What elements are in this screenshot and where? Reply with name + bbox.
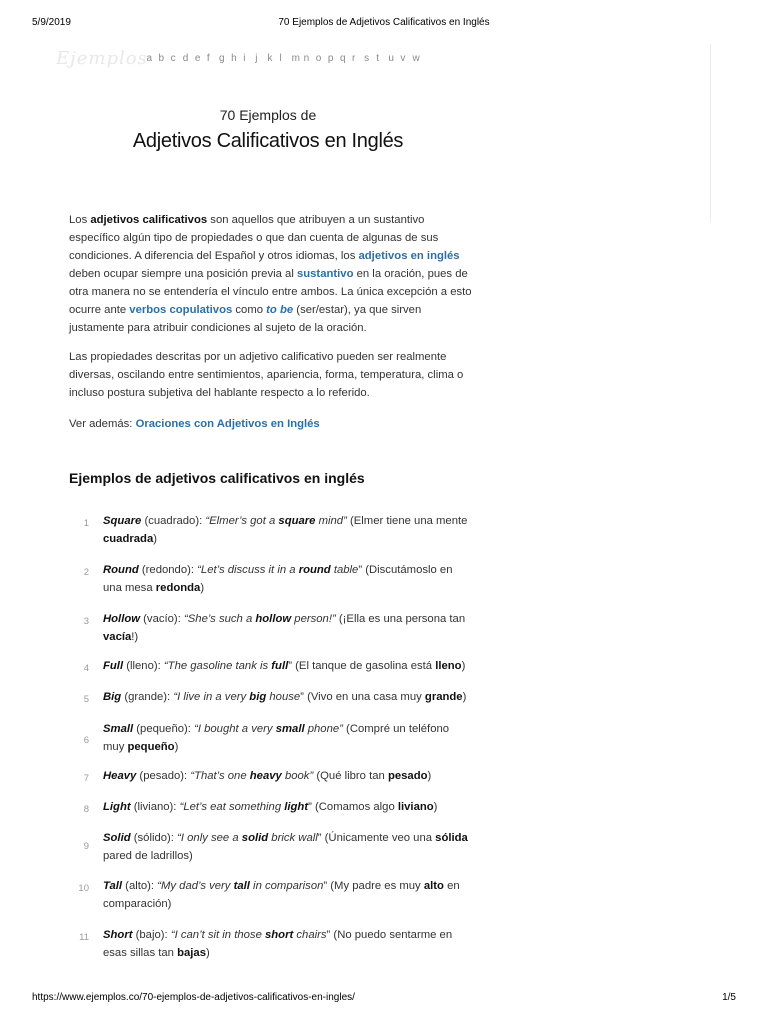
item-text: Short (bajo): “I can’t sit in those short chairs” (No puedo sentarme en esas sillas tan bajas): [103, 929, 453, 959]
adjective: Heavy: [103, 770, 137, 782]
item-text: Tall (alto): “My dad’s very tall in comparison” (My padre es muy alto en comparación): [103, 880, 460, 910]
letter-link[interactable]: h: [231, 53, 237, 64]
quote: “Elmer’s got a square mind”: [205, 515, 347, 527]
sidebar-divider: [710, 44, 711, 222]
item-text: Big (grande): “I live in a very big house” (Vivo en una casa muy grande): [103, 691, 467, 703]
translation: (pesado):: [136, 770, 191, 782]
translated-adjective: sólida: [435, 832, 468, 844]
translated-adjective: alto: [423, 880, 444, 892]
quote: “I live in a very big house: [173, 691, 301, 703]
bold-term: adjetivos calificativos: [90, 214, 208, 226]
translated-adjective: vacía: [103, 631, 132, 643]
item-number: 9: [83, 841, 89, 852]
letter-link[interactable]: o: [315, 53, 322, 64]
item-number: 1: [83, 518, 89, 529]
item-number: 8: [83, 804, 89, 815]
print-url: https://www.ejemplos.co/70-ejemplos-de-adjetivos-calificativos-en-ingles/: [32, 992, 355, 1003]
intro-paragraph: [69, 211, 473, 337]
letter-link[interactable]: b: [158, 53, 165, 64]
item-number: 11: [79, 932, 89, 943]
item-number: 3: [83, 616, 89, 627]
translation: (alto):: [122, 880, 158, 892]
title-prefix: 70 Ejemplos de: [219, 107, 317, 123]
second-paragraph: [69, 348, 473, 402]
letter-link[interactable]: a: [146, 53, 153, 64]
adjective: Light: [103, 801, 131, 813]
translation: (redondo):: [138, 564, 198, 576]
translation: (liviano):: [130, 801, 180, 813]
section-heading: Ejemplos de adjetivos calificativos en inglés: [69, 470, 365, 486]
see-also-label: Ver además:: [69, 418, 136, 430]
print-title: 70 Ejemplos de Adjetivos Calificativos en Inglés: [278, 17, 490, 28]
translation: (grande):: [121, 691, 174, 703]
translation: (sólido):: [130, 832, 178, 844]
letter-link[interactable]: s: [364, 53, 370, 64]
adjective: Solid: [103, 832, 131, 844]
letter-link[interactable]: i: [243, 53, 246, 64]
translated-adjective: liviano: [397, 801, 434, 813]
link-oraciones-con-adjetivos[interactable]: Oraciones con Adjetivos en Inglés: [135, 418, 320, 430]
letter-link[interactable]: p: [327, 53, 334, 64]
text: son aquellos que atribuyen a un sustantivo específico algún tipo de propiedades o que dan cuenta de algunas de sus condiciones. A diferencia del Español y otros idiomas, los: [69, 214, 439, 262]
adjective: Hollow: [103, 613, 141, 625]
translation: (cuadrado):: [141, 515, 206, 527]
adjective: Short: [103, 929, 133, 941]
quote: “My dad’s very tall in comparison: [157, 880, 324, 892]
item-text: Hollow (vacío): “She’s such a hollow person!” (¡Ella es una persona tan vacía!): [103, 613, 466, 643]
print-date: 5/9/2019: [32, 17, 71, 28]
link-adjetivos-en-ingles[interactable]: adjetivos en inglés: [358, 250, 460, 262]
letter-link[interactable]: u: [388, 53, 394, 64]
link-to-be[interactable]: to be: [266, 304, 294, 316]
letter-link[interactable]: f: [206, 53, 210, 64]
translation: (pequeño):: [133, 723, 195, 735]
link-verbos-copulativos[interactable]: verbos copulativos: [129, 304, 233, 316]
adjective: Big: [103, 691, 122, 703]
letter-link[interactable]: n: [303, 53, 310, 64]
letter-link[interactable]: l: [279, 53, 282, 64]
item-text: Heavy (pesado): “That’s one heavy book” (Qué libro tan pesado): [103, 770, 432, 782]
quote: “The gasoline tank is full: [163, 660, 289, 672]
quote: “Let’s eat something light: [179, 801, 309, 813]
item-text: Light (liviano): “Let’s eat something light” (Comamos algo liviano): [103, 801, 438, 813]
item-text: Round (redondo): “Let’s discuss it in a round table” (Discutámoslo en una mesa redonda): [103, 564, 453, 594]
letter-link[interactable]: w: [412, 53, 420, 64]
paragraph-text: Las propiedades descritas por un adjetivo calificativo pueden ser realmente diversas, oscilando entre sentimientos, apariencia, forma, temperatura, clima o incluso postura subjetiva del hablante respecto a lo referido.: [69, 351, 464, 399]
letter-link[interactable]: m: [291, 53, 300, 64]
item-text: Full (lleno): “The gasoline tank is full” (El tanque de gasolina está lleno): [103, 660, 466, 672]
item-text: Solid (sólido): “I only see a solid brick wall” (Únicamente veo una sólida pared de ladrillos): [103, 832, 468, 862]
adjective: Round: [103, 564, 139, 576]
letter-link[interactable]: r: [352, 53, 356, 64]
adjective: Tall: [103, 880, 123, 892]
translation: (lleno):: [123, 660, 164, 672]
adjective: Full: [103, 660, 124, 672]
item-number: 6: [83, 735, 89, 746]
quote: “I can’t sit in those short chairs: [170, 929, 327, 941]
text: en la oración, pues de otra manera no se entendería el vínculo entre ambos. La única excepción a esto ocurre ante: [69, 268, 472, 316]
letter-link[interactable]: d: [182, 53, 189, 64]
item-number: 7: [83, 773, 89, 784]
item-number: 2: [83, 567, 89, 578]
item-text: Small (pequeño): “I bought a very small phone” (Compré un teléfono muy pequeño): [103, 723, 450, 753]
translated-adjective: redonda: [155, 582, 201, 594]
letter-link[interactable]: t: [376, 53, 380, 64]
print-page-number: 1/5: [722, 992, 736, 1003]
letter-link[interactable]: g: [219, 53, 225, 64]
translated-adjective: cuadrada: [103, 533, 154, 545]
letter-link[interactable]: c: [170, 53, 176, 64]
letter-link[interactable]: q: [339, 53, 346, 64]
page-title: Adjetivos Calificativos en Inglés: [132, 130, 404, 152]
letter-index: [146, 53, 424, 64]
quote: “I bought a very small phone”: [194, 723, 343, 735]
site-logo[interactable]: Ejemplos: [56, 48, 148, 68]
quote: “That’s one heavy book”: [190, 770, 314, 782]
item-number: 5: [83, 694, 89, 705]
quote: “Let’s discuss it in a round table: [197, 564, 359, 576]
text: deben ocupar siempre una posición previa al: [69, 268, 297, 280]
quote: “She’s such a hollow person!”: [183, 613, 336, 625]
letter-link[interactable]: v: [400, 53, 406, 64]
adjective: Square: [103, 515, 142, 527]
translated-adjective: pesado: [387, 770, 428, 782]
text: como: [232, 304, 267, 316]
translated-adjective: pequeño: [127, 741, 175, 753]
item-text: Square (cuadrado): “Elmer’s got a square mind” (Elmer tiene una mente cuadrada): [103, 515, 468, 545]
translated-adjective: bajas: [177, 947, 206, 959]
item-number: 4: [83, 663, 89, 674]
link-sustantivo[interactable]: sustantivo: [296, 268, 354, 280]
see-also: [69, 415, 473, 433]
letter-link[interactable]: j: [255, 53, 258, 64]
translated-adjective: grande: [424, 691, 463, 703]
item-number: 10: [78, 883, 89, 894]
quote: “I only see a solid brick wall: [177, 832, 318, 844]
text: Los: [69, 214, 91, 226]
adjective: Small: [103, 723, 134, 735]
alphabet-nav: [56, 48, 501, 68]
letter-link[interactable]: e: [194, 53, 201, 64]
translated-adjective: lleno: [435, 660, 462, 672]
text: (ser/estar), ya que sirven justamente para atribuir condiciones al sujeto de la oración.: [69, 304, 422, 334]
translation: (vacío):: [140, 613, 184, 625]
translation: (bajo):: [132, 929, 171, 941]
letter-link[interactable]: k: [267, 53, 273, 64]
